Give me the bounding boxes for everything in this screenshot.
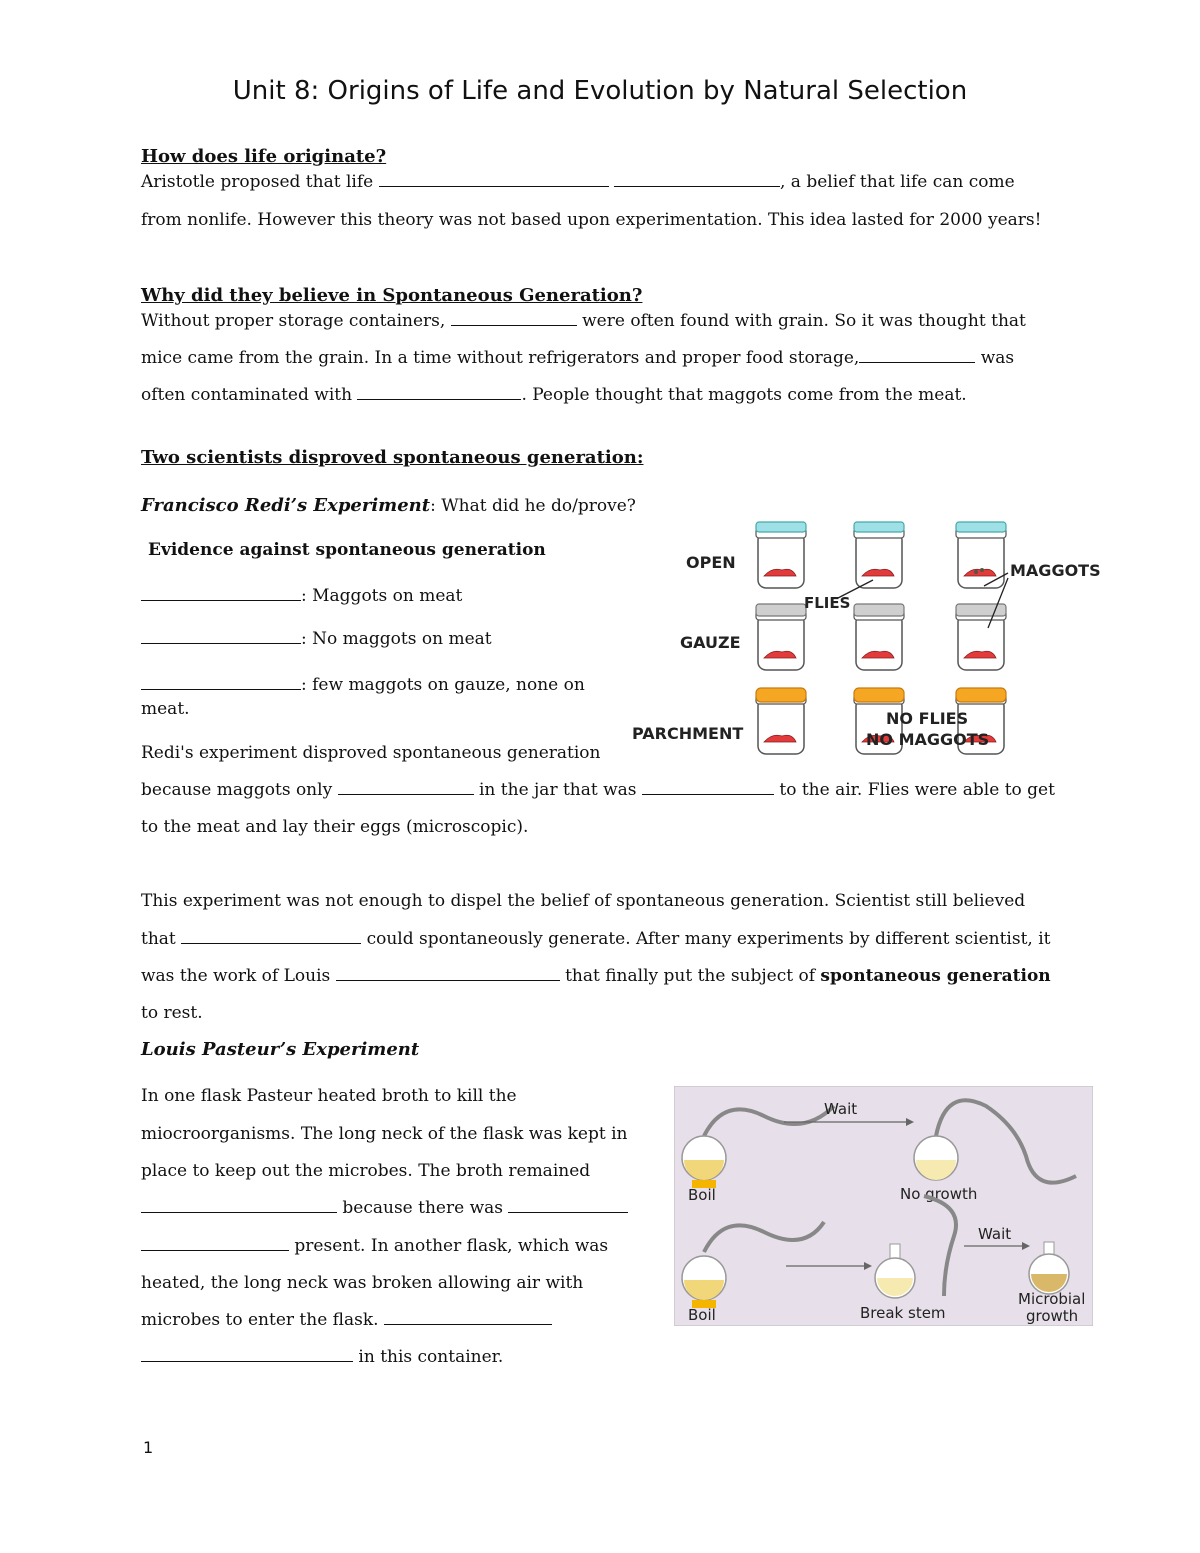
blank-r1 — [338, 780, 474, 795]
blank-2b — [859, 348, 975, 363]
jar-gauze-2 — [854, 604, 904, 670]
pasteur-line3: place to keep out the microbes. The broth remained — [141, 1161, 591, 1181]
jar-open-2 — [854, 522, 904, 588]
page-number: 1 — [143, 1438, 154, 1457]
blank-5c — [141, 1236, 289, 1251]
blank-r2 — [642, 780, 774, 795]
label-wait-2: Wait — [978, 1225, 1012, 1243]
evidence-3: : few maggots on gauze, none on — [141, 675, 585, 695]
evidence-3-cont: meat. — [141, 699, 190, 719]
blank-2a — [451, 311, 577, 326]
pasteur-line6: heated, the long neck was broken allowing air with — [141, 1273, 584, 1293]
sec2-line1: Without proper storage containers, were often found with grain. So it was thought that — [141, 311, 1026, 331]
sec4-line2: that could spontaneously generate. After many experiments by different scientist, it — [141, 929, 1051, 949]
pasteur-line1: In one flask Pasteur heated broth to kill the — [141, 1086, 517, 1106]
jar-open-1 — [756, 522, 806, 588]
label-flies: FLIES — [804, 594, 851, 612]
pasteur-line8: in this container. — [141, 1347, 503, 1367]
blank-4b — [336, 966, 560, 981]
redi-experiment-figure — [628, 518, 1108, 770]
jar-gauze-1 — [756, 604, 806, 670]
blank-e1 — [141, 586, 301, 601]
heading-life-originate: How does life originate? — [141, 146, 387, 167]
label-open: OPEN — [686, 553, 736, 572]
evidence-1: : Maggots on meat — [141, 586, 462, 606]
jar-parchment-1 — [756, 688, 806, 754]
label-parchment: PARCHMENT — [632, 724, 744, 743]
pasteur-experiment-figure — [674, 1086, 1093, 1326]
label-wait-1: Wait — [824, 1100, 858, 1118]
redi-conclusion-3: to the meat and lay their eggs (microscopic). — [141, 817, 529, 837]
blank-2c — [357, 385, 521, 400]
blank-5e — [141, 1347, 353, 1362]
blank-4a — [181, 929, 361, 944]
blank-5a — [141, 1198, 337, 1213]
label-boil-2: Boil — [688, 1306, 716, 1324]
page-title: Unit 8: Origins of Life and Evolution by Natural Selection — [232, 76, 968, 106]
label-no-maggots: NO MAGGOTS — [866, 730, 990, 749]
label-maggots: MAGGOTS — [1010, 561, 1101, 580]
sec1-line2: from nonlife. However this theory was not based upon experimentation. This idea lasted for 2000 years! — [141, 210, 1042, 230]
redi-conclusion-2: because maggots only in the jar that was to the air. Flies were able to get — [141, 780, 1055, 800]
evidence-2: : No maggots on meat — [141, 629, 492, 649]
label-growth: growth — [1026, 1307, 1079, 1325]
label-microbial: Microbial — [1018, 1290, 1086, 1308]
blank-e2 — [141, 629, 301, 644]
blank-5d — [384, 1310, 552, 1325]
pasteur-line2: miocroorganisms. The long neck of the flask was kept in — [141, 1124, 628, 1144]
evidence-heading: Evidence against spontaneous generation — [148, 540, 546, 560]
jar-gauze-3 — [956, 604, 1006, 670]
redi-conclusion-1: Redi's experiment disproved spontaneous generation — [141, 743, 601, 763]
blank-1b — [614, 172, 780, 187]
pasteur-line7: microbes to enter the flask. — [141, 1310, 552, 1330]
blank-5b — [508, 1198, 628, 1213]
sec4-line3: was the work of Louis that finally put the subject of spontaneous generation — [141, 966, 1051, 986]
label-break-stem: Break stem — [860, 1304, 946, 1322]
blank-e3 — [141, 675, 301, 690]
label-no-flies: NO FLIES — [886, 709, 969, 728]
label-gauze: GAUZE — [680, 633, 741, 652]
heading-two-scientists: Two scientists disproved spontaneous generation: — [141, 447, 644, 468]
redi-title: Francisco Redi’s Experiment — [141, 495, 431, 516]
label-no-growth: No growth — [900, 1185, 978, 1203]
redi-heading-line: Francisco Redi’s Experiment: What did he do/prove? — [141, 495, 636, 516]
label-boil-1: Boil — [688, 1186, 716, 1204]
pasteur-line5: present. In another flask, which was — [141, 1236, 608, 1256]
sec2-line2: mice came from the grain. In a time without refrigerators and proper food storage, was — [141, 348, 1015, 368]
sec2-line3: often contaminated with . People thought that maggots come from the meat. — [141, 385, 967, 405]
blank-1a — [379, 172, 609, 187]
sec4-line1: This experiment was not enough to dispel the belief of spontaneous generation. Scientist still believed — [141, 891, 1026, 911]
pasteur-title: Louis Pasteur’s Experiment — [141, 1039, 420, 1060]
sec4-line4: to rest. — [141, 1003, 203, 1023]
pasteur-line4: because there was — [141, 1198, 628, 1218]
sec1-line1: Aristotle proposed that life , a belief that life can come — [141, 172, 1015, 192]
heading-why-believe: Why did they believe in Spontaneous Generation? — [141, 285, 643, 306]
